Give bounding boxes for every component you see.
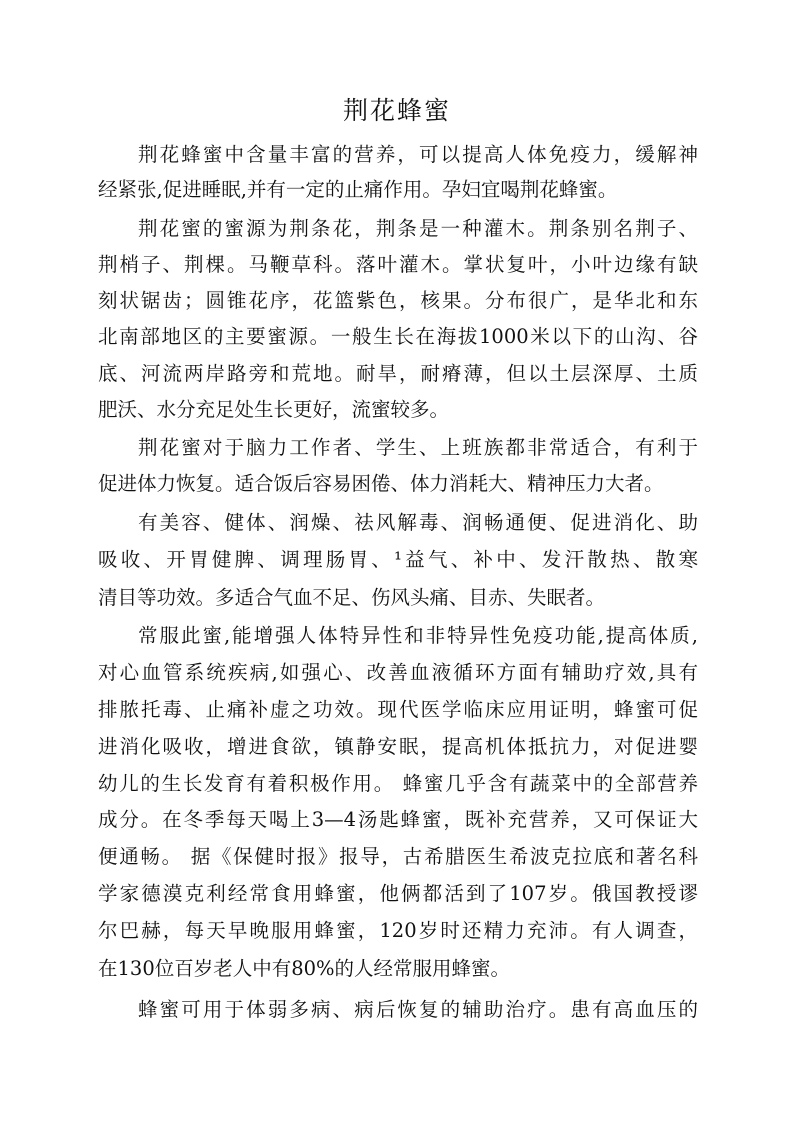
paragraph-3-line-2: 促进体力恢复。适合饭后容易困倦、体力消耗大、精神压力大者。 <box>98 472 664 495</box>
paragraph-5-line-8: 学家德漠克利经常食用蜂蜜，他俩都活到了107岁。俄国教授谬 <box>98 882 698 905</box>
page-title: 荆花蜂蜜 <box>342 96 451 125</box>
paragraph-5-line-1: 常服此蜜,能增强人体特异性和非特异性免疫功能,提高体质, <box>138 624 698 647</box>
paragraph-5-line-2: 对心血管系统疾病,如强心、改善血液循环方面有辅助疗效,具有 <box>98 661 698 684</box>
paragraph-2-line-3: 刻状锯齿；圆锥花序，花篮紫色，核果。分布很广，是华北和东 <box>98 289 698 312</box>
paragraph-4-line-1: 有美容、健体、润燥、祛风解毒、润畅通便、促进消化、助 <box>138 511 698 534</box>
paragraph-5-line-3: 排脓托毒、止痛补虚之功效。现代医学临床应用证明，蜂蜜可促 <box>98 698 698 721</box>
paragraph-5-line-4: 进消化吸收，增进食欲，镇静安眠，提高机体抵抗力，对促进婴 <box>98 735 698 758</box>
paragraph-4-line-3: 清目等功效。多适合气血不足、伤风头痛、目赤、失眠者。 <box>98 586 606 609</box>
paragraph-1-line-1: 荆花蜂蜜中含量丰富的营养，可以提高人体免疫力，缓解神 <box>138 143 698 166</box>
paragraph-6-line-1: 蜂蜜可用于体弱多病、病后恢复的辅助治疗。患有高血压的 <box>138 998 698 1021</box>
paragraph-2-line-6: 肥沃、水分充足处生长更好，流蜜较多。 <box>98 398 450 421</box>
paragraph-3-line-1: 荆花蜜对于脑力工作者、学生、上班族都非常适合，有利于 <box>138 436 698 459</box>
paragraph-5-line-9: 尔巴赫，每天早晚服用蜂蜜，120岁时还精力充沛。有人调查， <box>98 919 698 942</box>
paragraph-2-line-4: 北南部地区的主要蜜源。一般生长在海拔1000米以下的山沟、谷 <box>98 325 698 348</box>
paragraph-5-line-5: 幼儿的生长发育有着积极作用。 蜂蜜几乎含有蔬菜中的全部营养 <box>98 772 698 795</box>
paragraph-4-line-2: 吸收、开胃健脾、调理肠胃、¹益气、补中、发汗散热、散寒 <box>98 548 698 571</box>
paragraph-1-line-2: 经紧张,促进睡眠,并有一定的止痛作用。孕妇宜喝荆花蜂蜜。 <box>98 178 618 201</box>
paragraph-2-line-2: 荆梢子、荆棵。马鞭草科。落叶灌木。掌状复叶，小叶边缘有缺 <box>98 253 698 276</box>
paragraph-5-line-7: 便通畅。 据《保健时报》报导，古希腊医生希波克拉底和著名科 <box>98 845 698 868</box>
paragraph-5-line-6: 成分。在冬季每天喝上3—4汤匙蜂蜜，既补充营养，又可保证大 <box>98 808 698 831</box>
paragraph-2-line-1: 荆花蜜的蜜源为荆条花，荆条是一种灌木。荆条别名荆子、 <box>138 217 698 240</box>
paragraph-2-line-5: 底、河流两岸路旁和荒地。耐旱，耐瘠薄，但以土层深厚、土质 <box>98 362 698 385</box>
paragraph-5-line-10: 在130位百岁老人中有80%的人经常服用蜂蜜。 <box>98 957 511 980</box>
